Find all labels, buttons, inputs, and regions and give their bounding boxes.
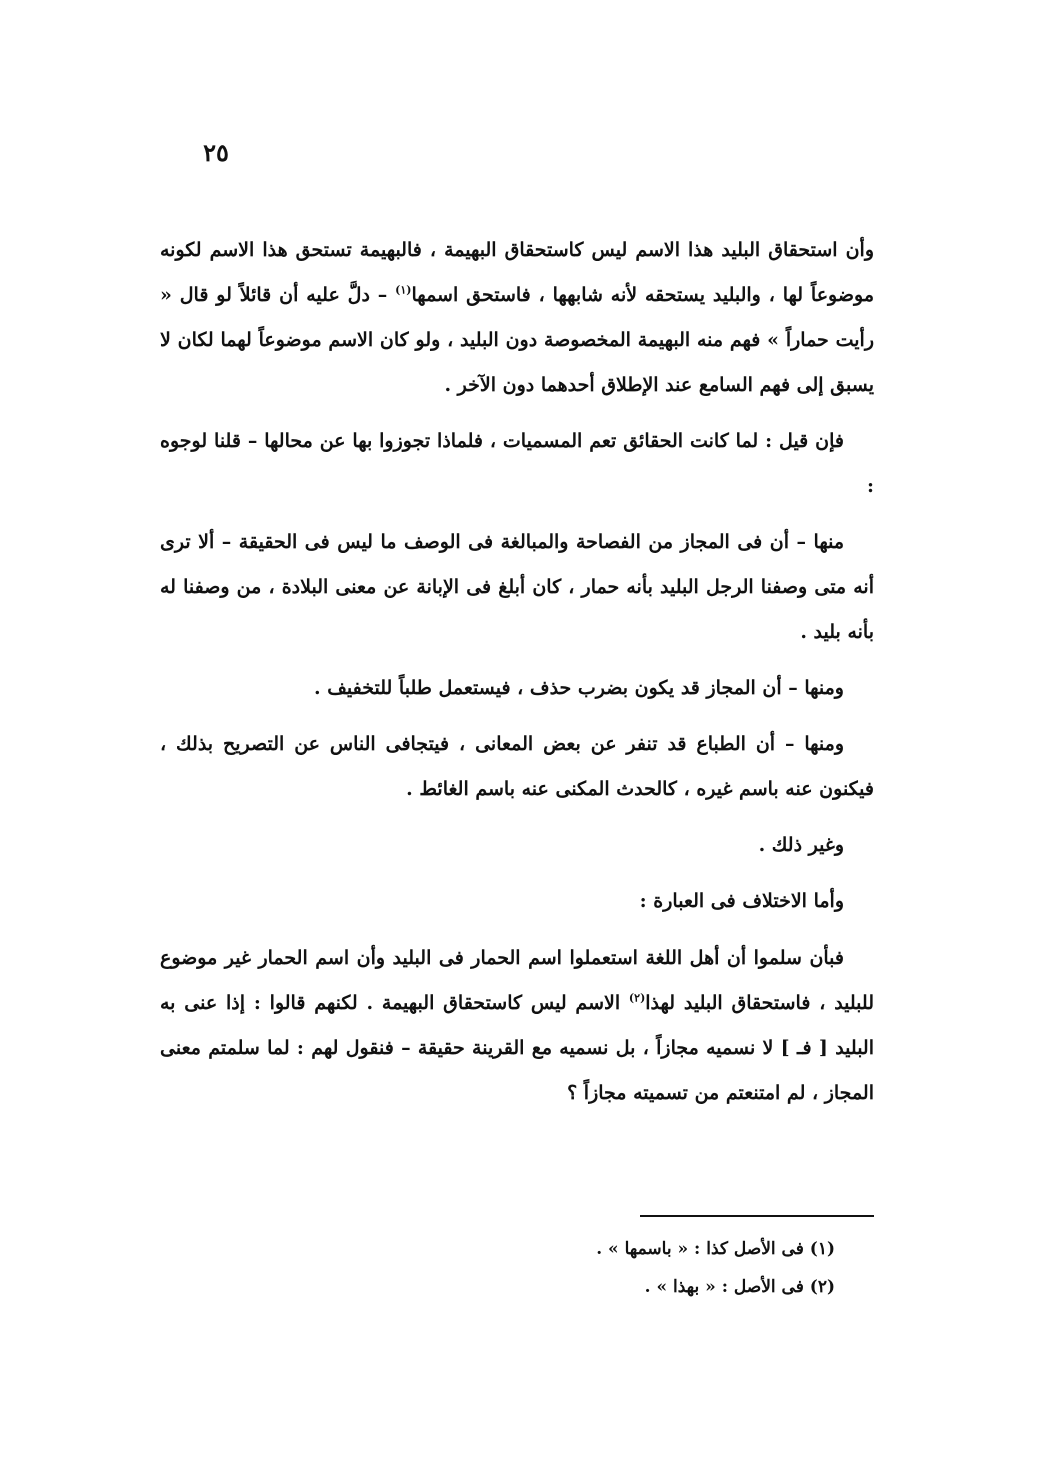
footnote-1: (١) فى الأصل كذا : « باسمها » . [596,1239,835,1259]
footnote-2: (٢) فى الأصل : « بهذا » . [644,1277,835,1297]
paragraph-7 [160,936,874,1116]
page-number: ٢٥ [203,138,229,167]
main-text [160,228,874,1127]
paragraph-2: فإن قيل : لما كانت الحقائق تعم المسميات ، فلماذا تجوزوا بها عن محالها – قلنا لوجوه : [160,430,874,497]
paragraph-1 [160,228,874,408]
paragraph-1-text-a: وأن استحقاق البليد هذا الاسم ليس كاستحقاق البهيمة ، فالبهيمة تستحق هذا الاسم لكونه موضوعاً لها ، والبليد يستحقه لأنه شابهها ، فاستحق اسمها [160,239,874,306]
paragraph-6: وغير ذلك . [758,834,844,856]
paragraph-7-text-b: الاسم ليس كاستحقاق البهيمة . لكنهم قالوا : إذا عنى به البليد [ فـ ] لا نسميه مجازاً ، بل نسميه مع القرينة حقيقة – فنقول لهم : لما سلمتم معنى المجاز ، لم امتنعتم من تسميته مجازاً ؟ [160,992,874,1104]
footnote-ref-1[interactable]: (١) [395,283,412,297]
footnote-ref-2[interactable]: (٢) [628,991,646,1005]
paragraph-4: ومنها – أن المجاز قد يكون بضرب حذف ، فيستعمل طلباً للتخفيف . [314,677,844,699]
section-heading: وأما الاختلاف فى العبارة : [639,890,844,912]
paragraph-5: ومنها – أن الطباع قد تنفر عن بعض المعانى ، فيتجافى الناس عن التصريح بذلك ، فيكنون عنه باسم غيره ، كالحدث المكنى عنه باسم الغائط . [160,733,874,800]
footnotes [400,1230,835,1306]
paragraph-3: منها – أن فى المجاز من الفصاحة والمبالغة فى الوصف ما ليس فى الحقيقة – ألا ترى أنه متى وصفنا الرجل البليد بأنه حمار ، كان أبلغ فى الإبانة عن معنى البلادة ، من وصفنا له بأنه بليد . [160,531,874,643]
paragraph-1-text-b: – دلَّ عليه أن قائلاً لو قال « رأيت حماراً » فهم منه البهيمة المخصوصة دون البليد ، ولو كان الاسم موضوعاً لهما لكان لا يسبق إلى فهم السامع عند الإطلاق أحدهما دون الآخر . [160,284,874,396]
paragraph-7-text-a: فبأن سلموا أن أهل اللغة استعملوا اسم الحمار فى البليد وأن اسم الحمار غير موضوع للبليد ، فاستحقاق البليد لهذا [160,947,874,1014]
footnote-divider [640,1215,874,1217]
